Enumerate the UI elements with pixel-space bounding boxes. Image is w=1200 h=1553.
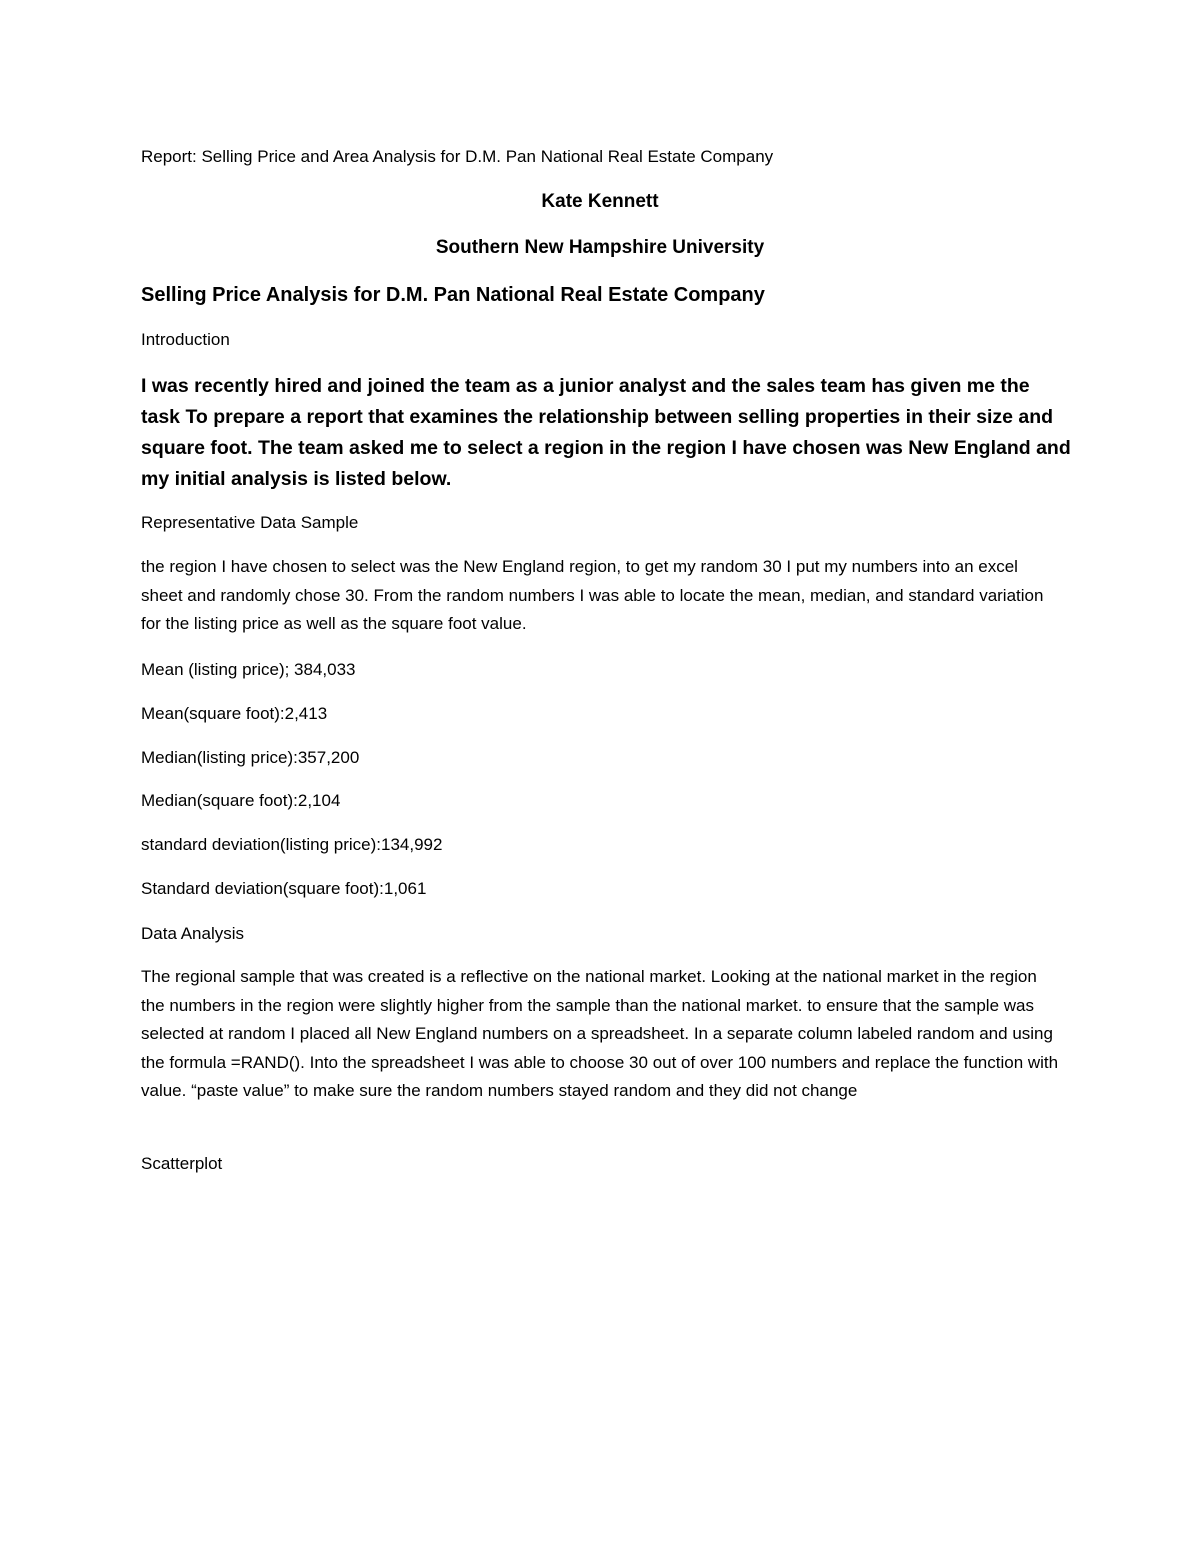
analysis-body: The regional sample that was created is a reflective on the national market. Looking at the national market in the region the numbers in the region were slightly higher from the sample than the national market. to ensure that the sample was selected at random I placed all New England numbers on a spreadsheet. In a separate column labeled random and using the formula =RAND(). Into the spreadsheet I was able to choose 30 out of over 100 numbers and replace the function with value. “paste value” to make sure the random numbers stayed random and they did not change	[141, 967, 1059, 1101]
analysis-heading: Data Analysis	[141, 924, 244, 943]
stat-median-listing-price: Median(listing price):357,200	[141, 748, 360, 767]
stat-median-square-foot: Median(square foot):2,104	[141, 791, 341, 810]
author-name: Kate Kennett	[541, 191, 659, 212]
sample-heading: Representative Data Sample	[141, 513, 359, 532]
stat-mean-listing-price: Mean (listing price); 384,033	[141, 660, 356, 679]
institution-name: Southern New Hampshire University	[435, 237, 765, 258]
scatterplot-heading: Scatterplot	[141, 1154, 223, 1173]
report-title: Report: Selling Price and Area Analysis for D.M. Pan National Real Estate Company	[141, 147, 774, 166]
introduction-body: I was recently hired and joined the team as a junior analyst and the sales team has given me the task To prepare a report that examines the relationship between selling properties in their size and square foot. The team asked me to select a region in the region I have chosen was New England and my initial analysis is listed below.	[141, 375, 1071, 490]
sample-body: the region I have chosen to select was the New England region, to get my random 30 I put my numbers into an excel sheet and randomly chose 30. From the random numbers I was able to locate the mean, median, and standard variation for the listing price as well as the square foot value.	[141, 557, 1044, 634]
main-heading: Selling Price Analysis for D.M. Pan National Real Estate Company	[141, 284, 765, 306]
stat-mean-square-foot: Mean(square foot):2,413	[141, 704, 328, 723]
stat-sd-square-foot: Standard deviation(square foot):1,061	[141, 879, 427, 898]
stat-sd-listing-price: standard deviation(listing price):134,992	[141, 835, 443, 854]
introduction-heading: Introduction	[141, 330, 230, 349]
